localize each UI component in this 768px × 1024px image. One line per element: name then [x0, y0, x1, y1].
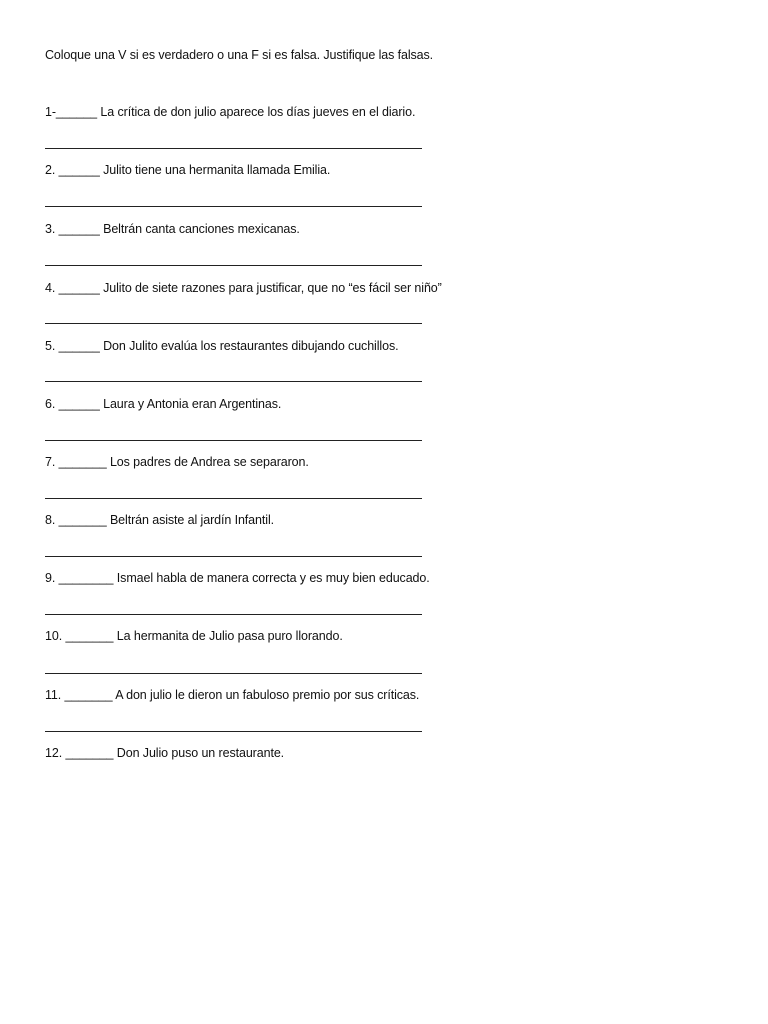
question-text: Laura y Antonia eran Argentinas. [103, 397, 282, 411]
answer-blank: 8. _______ [45, 513, 107, 527]
question-11 [45, 688, 419, 702]
question-5 [45, 339, 398, 353]
question-12 [45, 746, 284, 760]
answer-blank: 9. ________ [45, 571, 114, 585]
question-text: Ismael habla de manera correcta y es muy bien educado. [116, 571, 430, 585]
question-text: Julito de siete razones para justificar, que no “es fácil ser niño” [103, 281, 442, 295]
question-text: Don Julito evalúa los restaurantes dibujando cuchillos. [103, 339, 399, 353]
question-text: A don julio le dieron un fabuloso premio por sus críticas. [115, 688, 420, 702]
question-10 [45, 629, 343, 643]
answer-blank: 1-______ [45, 105, 98, 119]
answer-blank: 10. _______ [45, 629, 114, 643]
question-8 [45, 513, 274, 527]
justification-line [45, 265, 422, 266]
question-text: La crítica de don julio aparece los días jueves en el diario. [100, 105, 416, 119]
justification-line [45, 440, 422, 441]
instructions: Coloque una V si es verdadero o una F si es falsa. Justifique las falsas. [45, 48, 434, 62]
answer-blank: 7. _______ [45, 455, 107, 469]
question-text: Don Julio puso un restaurante. [116, 746, 285, 760]
answer-blank: 5. ______ [45, 339, 100, 353]
question-1 [45, 105, 415, 119]
question-9 [45, 571, 430, 585]
justification-line [45, 381, 422, 382]
justification-line [45, 731, 422, 732]
question-4 [45, 281, 442, 295]
answer-blank: 12. _______ [45, 746, 114, 760]
answer-blank: 6. ______ [45, 397, 100, 411]
question-text: Beltrán canta canciones mexicanas. [103, 222, 300, 236]
question-text: Los padres de Andrea se separaron. [109, 455, 309, 469]
answer-blank: 2. ______ [45, 163, 100, 177]
question-text: La hermanita de Julio pasa puro llorando. [116, 629, 343, 643]
justification-line [45, 148, 422, 149]
question-3 [45, 222, 300, 236]
justification-line [45, 498, 422, 499]
justification-line [45, 673, 422, 674]
answer-blank: 4. ______ [45, 281, 100, 295]
question-2 [45, 163, 330, 177]
answer-blank: 3. ______ [45, 222, 100, 236]
question-7 [45, 455, 309, 469]
justification-line [45, 556, 422, 557]
justification-line [45, 206, 422, 207]
question-text: Beltrán asiste al jardín Infantil. [109, 513, 274, 527]
justification-line [45, 614, 422, 615]
answer-blank: 11. _______ [45, 688, 113, 702]
question-text: Julito tiene una hermanita llamada Emilia. [103, 163, 331, 177]
question-6 [45, 397, 281, 411]
justification-line [45, 323, 422, 324]
